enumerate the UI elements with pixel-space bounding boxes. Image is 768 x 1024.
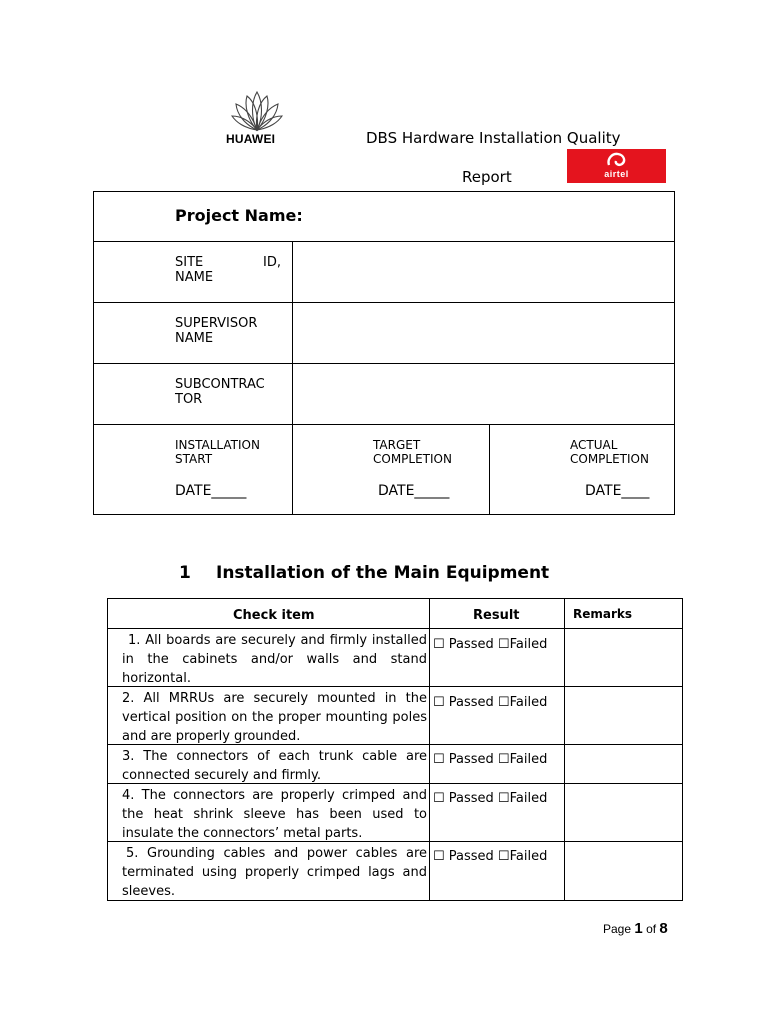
installation-start-label-2: START — [175, 452, 213, 466]
check-item-4: 4. The connectors are properly crimped and the heat shrink sleeve has been used to insulate the connectors’ metal parts. — [122, 788, 427, 841]
result-1[interactable]: ☐ Passed ☐Failed — [433, 637, 548, 652]
supervisor-row — [94, 302, 674, 364]
huawei-logo-text: HUAWEI — [226, 132, 276, 146]
of-label: of — [646, 922, 657, 936]
site-name-label: NAME — [175, 270, 214, 285]
column-divider — [489, 424, 490, 515]
report-title-line1: DBS Hardware Installation Quality — [366, 129, 621, 147]
site-label: SITE — [175, 255, 204, 270]
section-number: 1 — [179, 563, 191, 583]
section-title: Installation of the Main Equipment — [216, 563, 550, 583]
project-info-table — [93, 191, 675, 515]
page-footer — [603, 920, 668, 937]
target-completion-label-2: COMPLETION — [373, 452, 452, 466]
huawei-logo — [222, 88, 292, 148]
column-divider — [564, 599, 565, 900]
report-title-line2: Report — [462, 168, 512, 186]
target-completion-label: TARGET — [373, 438, 421, 452]
target-completion-date: DATE_____ — [378, 483, 450, 499]
site-id-row — [94, 241, 674, 303]
checklist-table — [107, 598, 683, 901]
page-total: 8 — [659, 920, 668, 937]
supervisor-label: SUPERVISOR — [175, 316, 258, 331]
actual-completion-label: ACTUAL — [570, 438, 618, 452]
installation-start-label: INSTALLATION — [175, 438, 260, 452]
remarks-header: Remarks — [573, 607, 633, 621]
project-name-label: Project Name: — [175, 206, 303, 225]
project-name-row — [94, 192, 674, 242]
installation-start-date: DATE_____ — [175, 483, 247, 499]
column-divider — [292, 241, 293, 515]
result-2[interactable]: ☐ Passed ☐Failed — [433, 695, 548, 710]
row-divider — [108, 628, 682, 629]
subcontractor-label: SUBCONTRAC — [175, 377, 265, 392]
check-item-3: 3. The connectors of each trunk cable are connected securely and firmly. — [122, 749, 427, 783]
check-item-5: 5. Grounding cables and power cables are terminated using properly crimped lags and sleeves. — [122, 846, 427, 899]
result-4[interactable]: ☐ Passed ☐Failed — [433, 791, 548, 806]
site-id-label: ID, — [263, 255, 281, 270]
column-divider — [429, 599, 430, 900]
subcontractor-label-cont: TOR — [175, 392, 203, 407]
result-5[interactable]: ☐ Passed ☐Failed — [433, 849, 548, 864]
page-current: 1 — [634, 920, 643, 937]
actual-completion-date: DATE____ — [585, 483, 650, 499]
check-item-2: 2. All MRRUs are securely mounted in the vertical position on the proper mounting poles and are properly grounded. — [122, 691, 427, 744]
airtel-swoosh-icon — [606, 152, 628, 168]
supervisor-name-label: NAME — [175, 331, 214, 346]
page-label: Page — [603, 922, 632, 936]
check-item-header: Check item — [233, 608, 315, 623]
result-3[interactable]: ☐ Passed ☐Failed — [433, 752, 548, 767]
huawei-petals-icon — [230, 88, 284, 132]
subcontractor-row — [94, 363, 674, 425]
airtel-logo-text: airtel — [604, 169, 629, 179]
actual-completion-label-2: COMPLETION — [570, 452, 649, 466]
airtel-logo — [567, 149, 666, 183]
check-item-1: 1. All boards are securely and firmly installed in the cabinets and/or walls and stand horizontal. — [122, 633, 427, 686]
result-header: Result — [473, 608, 520, 623]
